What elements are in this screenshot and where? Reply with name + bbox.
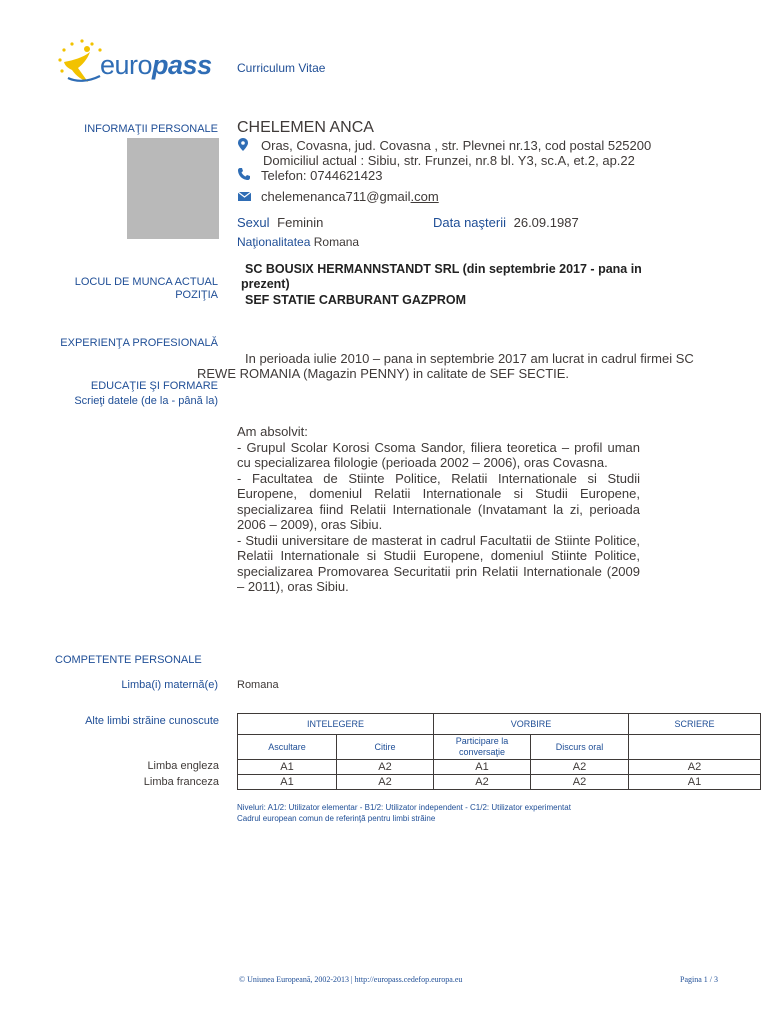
sub-discurs: Discurs oral [531, 735, 629, 760]
company-line-2: prezent) [241, 277, 290, 291]
phone-number: Telefon: 0744621423 [261, 168, 383, 183]
nationality-value: Romana [313, 235, 360, 249]
education-label: EDUCAŢIE ŞI FORMARE [90, 380, 218, 392]
location-icon [238, 138, 248, 151]
birth-row [433, 215, 579, 230]
person-name: CHELEMEN ANCA [237, 119, 374, 136]
level-cell: A2 [531, 760, 629, 775]
other-languages-label: Alte limbi străine cunoscute [85, 715, 219, 727]
mother-tongue-value: Romana [237, 679, 279, 691]
sex-value: Feminin [277, 215, 324, 230]
mother-tongue-label: Limba(i) maternă(e) [121, 679, 218, 691]
group-scriere: SCRIERE [629, 714, 761, 735]
email-icon [238, 192, 251, 201]
address-line-1: Oras, Covasna, jud. Covasna , str. Plevnei nr.13, cod postal 525200 [261, 138, 652, 153]
nationality-label: Naţionalitatea [237, 235, 311, 249]
workplace-label-line2: POZIŢIA [175, 289, 218, 301]
level-cell: A2 [434, 775, 531, 790]
sub-participare: Participare la conversaţie [434, 735, 531, 760]
level-cell: A1 [238, 775, 337, 790]
email-suffix: .com [410, 189, 439, 204]
profile-photo [127, 138, 219, 239]
education-item: - Studii universitare de masterat in cadrul Facultatii de Stiinte Politice, Relatii Internationale si Studii Europene, domeniul Stiinte Politice, specializarea Promovarea Securitatii prin Relatii Internationale (2009 – 2011), oras Sibiu. [237, 532, 640, 594]
email-main: chelemenanca711@gmail [261, 189, 411, 204]
language-row-franceza [238, 775, 761, 790]
framework-note: Cadrul european comun de referinţă pentru limbi străine [237, 814, 436, 823]
logo-text-plain: euro [100, 50, 153, 80]
position-title: SEF STATIE CARBURANT GAZPROM [245, 293, 467, 307]
email-address[interactable] [261, 189, 439, 204]
personal-info-label: INFORMAŢII PERSONALE [84, 123, 218, 135]
education-intro: Am absolvit: [237, 424, 308, 439]
group-vorbire: VORBIRE [434, 714, 629, 735]
education-item: - Facultatea de Stiinte Politice, Relatii Internationale si Studii Europene, domeniul Relatii Internationale si Studii Europene, specializarea fiind Relatii Internationale (Invatamant la zi, perioada 2006 – 2009), oras Sibiu. [237, 470, 640, 532]
phone-icon [238, 168, 250, 180]
sex-label: Sexul [237, 215, 270, 230]
language-name-engleza: Limba engleza [147, 760, 219, 772]
footer-page-number: Pagina 1 / 3 [680, 975, 718, 984]
footer-copyright: © Uniunea Europeană, 2002-2013 | http://europass.cedefop.europa.eu [239, 975, 463, 984]
levels-note: Niveluri: A1/2: Utilizator elementar - B1/2: Utilizator independent - C1/2: Utilizator experimentat [237, 803, 571, 812]
europass-logo [54, 38, 222, 90]
workplace-label-line1: LOCUL DE MUNCA ACTUAL [74, 276, 218, 288]
sub-ascultare: Ascultare [238, 735, 337, 760]
level-cell: A2 [337, 760, 434, 775]
birth-value: 26.09.1987 [513, 215, 579, 230]
experience-line-1: In perioada iulie 2010 – pana in septembrie 2017 am lucrat in cadrul firmei SC [245, 351, 694, 366]
logo-text-bold: pass [152, 50, 212, 80]
languages-subheader [238, 735, 761, 760]
nationality-row [237, 235, 359, 249]
sex-row [237, 215, 323, 230]
languages-group-header [238, 714, 761, 735]
address-line-2: Domiciliul actual : Sibiu, str. Frunzei, nr.8 bl. Y3, sc.A, et.2, ap.22 [263, 153, 635, 168]
education-sublabel: Scrieţi datele (de la - până la) [74, 395, 218, 407]
group-intelegere: INTELEGERE [238, 714, 434, 735]
education-details [237, 424, 640, 595]
doc-title: Curriculum Vitae [237, 61, 326, 75]
education-item: - Grupul Scolar Korosi Csoma Sandor, filiera teoretica – profil uman cu specializarea filologie (perioada 2002 – 2006), oras Covasna. [237, 439, 640, 470]
experience-line-2: REWE ROMANIA (Magazin PENNY) in calitate de SEF SECTIE. [197, 366, 570, 381]
level-cell: A2 [629, 760, 761, 775]
experience-label: EXPERIENŢA PROFESIONALĂ [60, 337, 218, 349]
level-cell: A1 [238, 760, 337, 775]
level-cell: A2 [531, 775, 629, 790]
company-line-1: SC BOUSIX HERMANNSTANDT SRL (din septembrie 2017 - pana in [245, 262, 642, 276]
level-cell: A1 [434, 760, 531, 775]
language-name-franceza: Limba franceza [143, 776, 219, 788]
competences-label: COMPETENTE PERSONALE [55, 654, 202, 666]
logo-wordmark [100, 50, 212, 81]
sub-scriere [629, 735, 761, 760]
sub-citire: Citire [337, 735, 434, 760]
level-cell: A2 [337, 775, 434, 790]
language-row-engleza [238, 760, 761, 775]
languages-table [237, 713, 761, 790]
birth-label: Data naşterii [433, 215, 506, 230]
level-cell: A1 [629, 775, 761, 790]
